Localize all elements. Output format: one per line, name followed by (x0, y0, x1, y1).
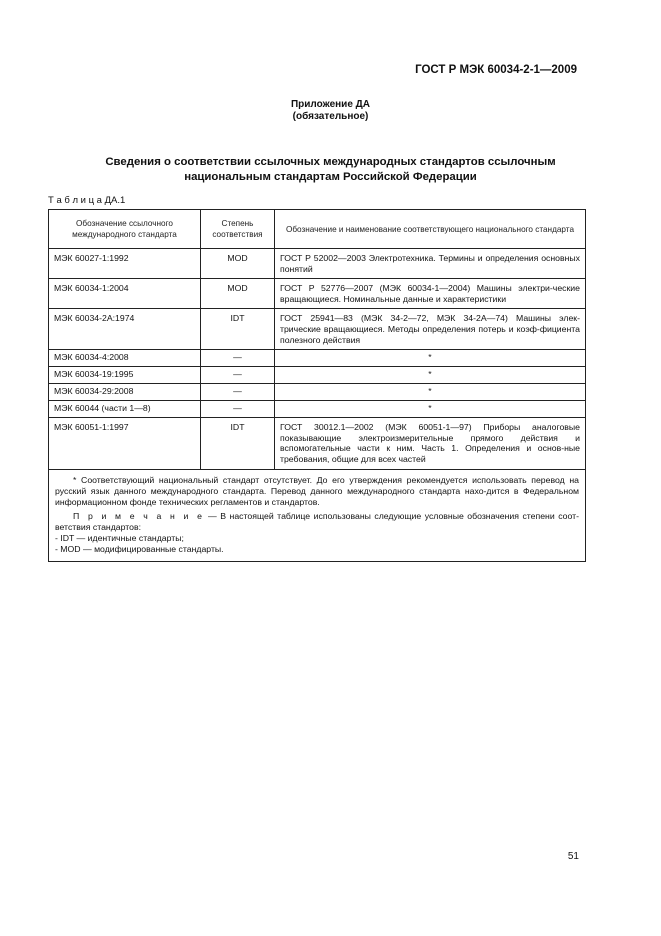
cell-degree: — (201, 401, 275, 418)
table-row (49, 279, 586, 309)
table-row (49, 249, 586, 279)
header-national-standard: Обозначение и наименование соответствующего национального стандарта (275, 210, 586, 249)
page-number: 51 (567, 851, 579, 862)
table-row (49, 309, 586, 350)
header-intl-standard: Обозначение ссылочного международного стандарта (49, 210, 201, 249)
standards-table (48, 209, 585, 562)
cell-intl: МЭК 60027-1:1992 (49, 249, 201, 279)
table-header-row (49, 210, 586, 249)
cell-national: ГОСТ Р 52776—2007 (МЭК 60034-1—2004) Машины электри-ческие вращающиеся. Номинальные данные и характеристики (275, 279, 586, 309)
title-line-2: национальным стандартам Российской Федерации (184, 171, 477, 183)
cell-intl: МЭК 60034-29:2008 (49, 384, 201, 401)
cell-intl: МЭК 60034-1:2004 (49, 279, 201, 309)
header-degree: Степень соответствия (201, 210, 275, 249)
cell-national: * (275, 401, 586, 418)
cell-degree: MOD (201, 279, 275, 309)
table-row (49, 367, 586, 384)
appendix-status: (обязательное) (292, 111, 369, 122)
cell-degree: MOD (201, 249, 275, 279)
appendix-title: Приложение ДА (290, 99, 371, 110)
cell-national: * (275, 367, 586, 384)
cell-national: * (275, 350, 586, 367)
table-label: Т а б л и ц а ДА.1 (48, 195, 126, 206)
note-text: — В настоящей таблице использованы следующие условные обозначения степени соот-ветствия стандартов: (55, 510, 579, 532)
cell-degree: — (201, 350, 275, 367)
table-row (49, 401, 586, 418)
note-item-mod: - MOD — модифицированные стандарты. (55, 543, 224, 554)
cell-degree: IDT (201, 418, 275, 469)
note-label: П р и м е ч а н и е (73, 510, 205, 521)
cell-degree: IDT (201, 309, 275, 350)
cell-national: * (275, 384, 586, 401)
cell-intl: МЭК 60034-19:1995 (49, 367, 201, 384)
footnote-text: * Соответствующий национальный стандарт отсутствует. До его утверждения рекомендуется использовать перевод на русский язык данного международного стандарта. Перевод данного международного стандарта нахо-дится в Федеральном информационном фонде технических регламентов и стандартов. (55, 474, 579, 507)
cell-degree: — (201, 384, 275, 401)
table-row (49, 350, 586, 367)
table-footnote-row (49, 469, 586, 561)
table-row (49, 418, 586, 469)
cell-intl: МЭК 60051-1:1997 (49, 418, 201, 469)
cell-degree: — (201, 367, 275, 384)
cell-national: ГОСТ Р 52002—2003 Электротехника. Термины и определения основных понятий (275, 249, 586, 279)
table-footnote (49, 469, 586, 561)
appendix-heading (0, 99, 661, 123)
cell-national: ГОСТ 30012.1—2002 (МЭК 60051-1—97) Приборы аналоговые показывающие электроизмерительные прямого действия и вспомогательные части к ним. Часть 1. Определения и основ-ные требования, общие для всех частей (275, 418, 586, 469)
section-title (60, 155, 601, 185)
cell-intl: МЭК 60034-2А:1974 (49, 309, 201, 350)
note-paragraph (55, 511, 579, 533)
cell-intl: МЭК 60044 (части 1—8) (49, 401, 201, 418)
document-code: ГОСТ Р МЭК 60034-2-1—2009 (415, 64, 577, 76)
note-item-idt: - IDT — идентичные стандарты; (55, 532, 184, 543)
title-line-1: Сведения о соответствии ссылочных международных стандартов ссылочным (105, 156, 556, 168)
table-row (49, 384, 586, 401)
cell-national: ГОСТ 25941—83 (МЭК 34-2—72, МЭК 34-2А—74) Машины элек-трические вращающиеся. Методы определения потерь и коэф-фициента полезного действия (275, 309, 586, 350)
cell-intl: МЭК 60034-4:2008 (49, 350, 201, 367)
